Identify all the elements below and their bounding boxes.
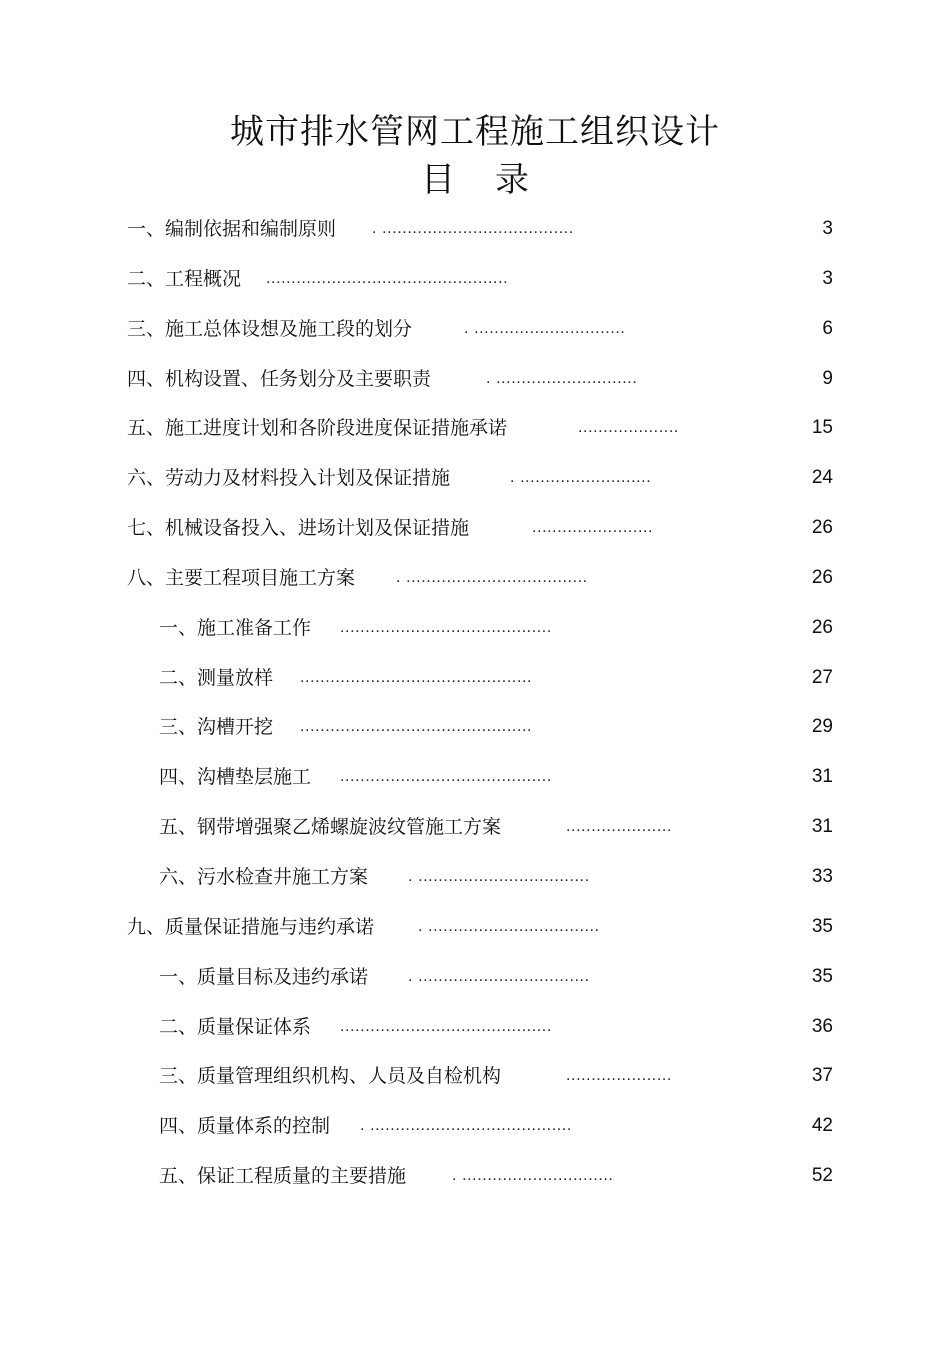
toc-page-number: 52 (811, 1165, 833, 1187)
toc-entry[interactable] (0, 1002, 950, 1052)
table-of-contents (0, 204, 950, 1201)
toc-entry[interactable] (0, 403, 950, 453)
toc-page-number: 26 (811, 566, 833, 588)
toc-entry-label: 一、编制依据和编制原则 (127, 218, 337, 240)
toc-page-number: 36 (811, 1015, 833, 1037)
toc-dot-leader: .............................................. (300, 668, 533, 686)
toc-entry-label: 二、质量保证体系 (159, 1015, 312, 1038)
toc-page-number: 42 (811, 1115, 833, 1137)
toc-page-number: 31 (811, 766, 833, 788)
toc-dot-leader: . .................................. (408, 867, 590, 885)
toc-entry-label: 七、机械设备投入、进场计划及保证措施 (127, 517, 470, 540)
toc-entry[interactable] (0, 653, 950, 703)
toc-entry[interactable] (0, 1051, 950, 1101)
toc-entry-label: 五、钢带增强聚乙烯螺旋波纹管施工方案 (159, 816, 502, 839)
toc-entry-label: 四、机构设置、任务划分及主要职责 (127, 367, 432, 390)
toc-page-number: 35 (811, 965, 833, 987)
toc-entry-label: 三、施工总体设想及施工段的划分 (127, 317, 413, 340)
toc-page-number: 37 (811, 1065, 833, 1087)
toc-entry[interactable] (0, 603, 950, 653)
toc-entry[interactable] (0, 852, 950, 902)
toc-entry-label: 六、污水检查井施工方案 (159, 865, 369, 888)
toc-entry-label: 一、质量目标及违约承诺 (159, 965, 369, 988)
toc-page-number: 3 (822, 267, 833, 289)
toc-entry-label: 一、施工准备工作 (159, 616, 312, 639)
document-title: 城市排水管网工程施工组织设计 (230, 112, 720, 152)
toc-entry-label: 四、沟槽垫层施工 (159, 766, 312, 789)
toc-dot-leader: ........................ (532, 519, 654, 537)
toc-entry-label: 八、主要工程项目施工方案 (127, 566, 356, 589)
toc-entry[interactable] (0, 1101, 950, 1151)
toc-dot-leader: .............................................. (300, 718, 533, 736)
toc-entry[interactable] (0, 304, 950, 354)
toc-dot-leader: ..................... (566, 1067, 672, 1085)
toc-entry-label: 三、沟槽开挖 (159, 716, 274, 739)
toc-page-number: 26 (811, 616, 833, 638)
toc-dot-leader: . .................................. (408, 967, 590, 985)
toc-page-number: 6 (822, 317, 833, 339)
toc-heading-char: 目 (421, 160, 455, 200)
toc-entry-label: 三、质量管理组织机构、人员及自检机构 (159, 1065, 502, 1088)
toc-dot-leader: .......................................... (340, 768, 552, 786)
toc-dot-leader: . .................................. (418, 917, 600, 935)
toc-page-number: 31 (811, 816, 833, 838)
toc-entry[interactable] (0, 254, 950, 304)
toc-dot-leader: . .............................. (464, 319, 626, 337)
toc-dot-leader: ..................... (566, 818, 672, 836)
toc-heading-char: 录 (495, 160, 529, 200)
toc-page-number: 15 (811, 417, 833, 439)
toc-entry-label: 二、工程概况 (127, 267, 242, 290)
toc-entry[interactable] (0, 354, 950, 404)
toc-heading (0, 158, 950, 202)
toc-entry[interactable] (0, 553, 950, 603)
toc-dot-leader: . .......................... (510, 469, 652, 487)
toc-dot-leader: .................... (578, 419, 679, 437)
toc-entry-label: 九、质量保证措施与违约承诺 (127, 915, 375, 938)
toc-entry[interactable] (0, 453, 950, 503)
toc-page-number: 9 (822, 367, 833, 389)
toc-entry-label: 六、劳动力及材料投入计划及保证措施 (127, 467, 451, 490)
toc-dot-leader: . ...................................... (372, 220, 574, 237)
toc-page-number: 33 (811, 865, 833, 887)
toc-entry[interactable] (0, 503, 950, 553)
toc-dot-leader: . .................................... (396, 568, 588, 586)
toc-page-number: 26 (811, 517, 833, 539)
toc-entry-label: 二、测量放样 (159, 666, 274, 689)
toc-dot-leader: . ............................ (486, 369, 638, 387)
toc-entry[interactable] (0, 702, 950, 752)
toc-entry[interactable] (0, 952, 950, 1002)
toc-entry[interactable] (0, 1151, 950, 1201)
toc-page-number: 29 (811, 716, 833, 738)
toc-dot-leader: .......................................... (340, 1017, 552, 1035)
toc-page-number: 27 (811, 666, 833, 688)
toc-entry-label: 五、保证工程质量的主要措施 (159, 1165, 407, 1188)
toc-dot-leader: . .............................. (452, 1167, 614, 1185)
toc-entry[interactable] (0, 802, 950, 852)
toc-entry-label: 五、施工进度计划和各阶段进度保证措施承诺 (127, 417, 508, 440)
toc-dot-leader: .......................................... (340, 618, 552, 636)
toc-dot-leader: . ........................................ (360, 1117, 572, 1135)
toc-entry[interactable] (0, 204, 950, 254)
toc-page-number: 35 (811, 915, 833, 937)
toc-entry-label: 四、质量体系的控制 (159, 1115, 331, 1138)
toc-page-number: 3 (822, 218, 833, 239)
toc-dot-leader: ................................................ (266, 269, 509, 287)
toc-entry[interactable] (0, 752, 950, 802)
toc-entry[interactable] (0, 902, 950, 952)
toc-page-number: 24 (811, 467, 833, 489)
